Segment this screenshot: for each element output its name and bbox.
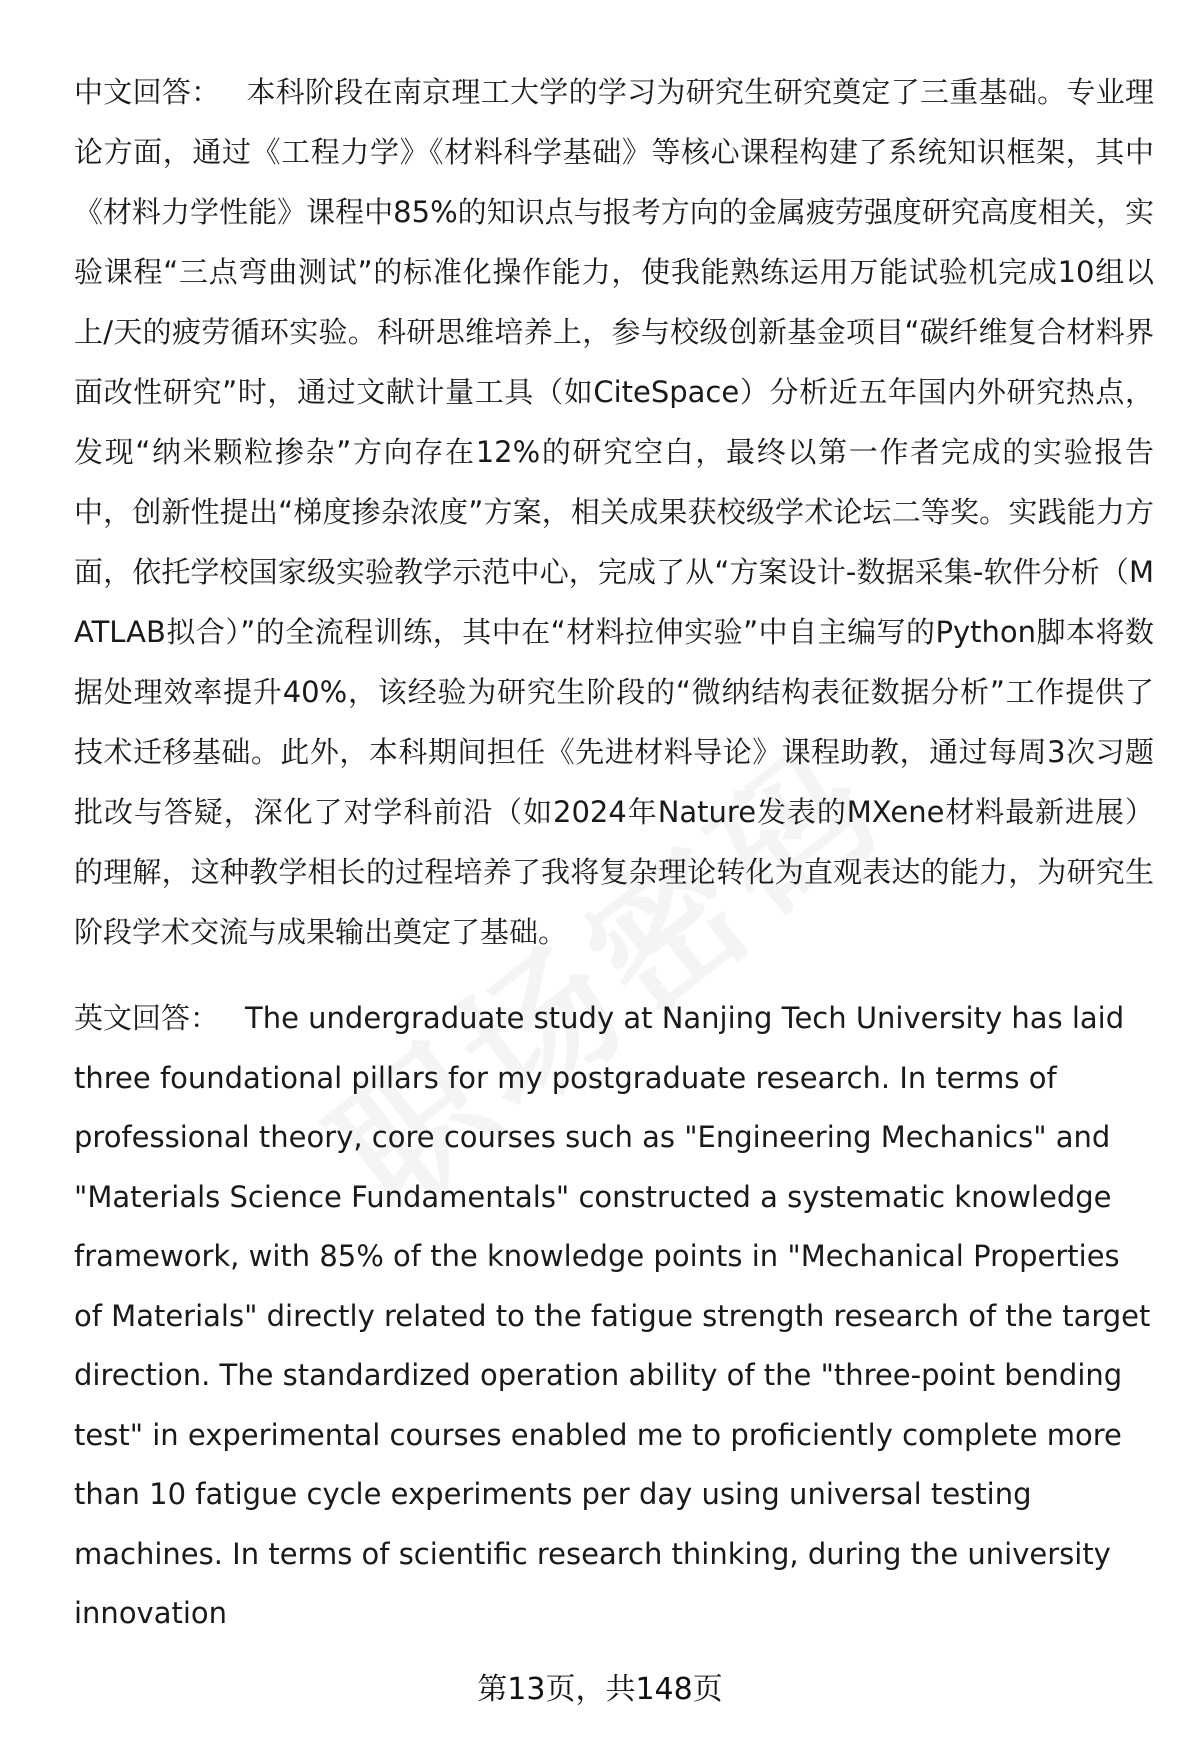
page-number-footer: 第13页，共148页	[477, 1672, 723, 1707]
english-answer-label: 英文回答：	[74, 1001, 220, 1035]
chinese-answer-label: 中文回答：	[74, 75, 221, 109]
chinese-answer-text: 本科阶段在南京理工大学的学习为研究生研究奠定了三重基础。专业理论方面，通过《工程力学》《材料科学基础》等核心课程构建了系统知识框架，其中《材料力学性能》课程中85%的知识点与报考方向的金属疲劳强度研究高度相关，实验课程“三点弯曲测试”的标准化操作能力，使我能熟练运用万能试验机完成10组以上/天的疲劳循环实验。科研思维培养上，参与校级创新基金项目“碳纤维复合材料界面改性研究”时，通过文献计量工具（如CiteSpace）分析近五年国内外研究热点，发现“纳米颗粒掺杂”方向存在12%的研究空白，最终以第一作者完成的实验报告中，创新性提出“梯度掺杂浓度”方案，相关成果获校级学术论坛二等奖。实践能力方面，依托学校国家级实验教学示范中心，完成了从“方案设计-数据采集-软件分析（MATLAB拟合）”的全流程训练，其中在“材料拉伸实验”中自主编写的Python脚本将数据处理效率提升40%，该经验为研究生阶段的“微纳结构表征数据分析”工作提供了技术迁移基础。此外，本科期间担任《先进材料导论》课程助教，通过每周3次习题批改与答疑，深化了对学科前沿（如2024年Nature发表的MXene材料最新进展）的理解，这种教学相长的过程培养了我将复杂理论转化为直观表达的能力，为研究生阶段学术交流与成果输出奠定了基础。	[74, 75, 1154, 949]
english-answer-text: The undergraduate study at Nanjing Tech University has laid three foundational pillars for my postgraduate research. In terms of professional theory, core courses such as "Engineering Mechanics" and "Materials Science Fundamentals" constructed a systematic knowledge framework, with 85% of the knowledge points in "Mechanical Properties of Materials" directly related to the fatigue strength research of the target direction. The standardized operation ability of the "three-point bending test" in experimental courses enabled me to proficiently complete more than 10 fatigue cycle experiments per day using universal testing machines. In terms of scientific research thinking, during the university innovation	[74, 1001, 1151, 1630]
document-body	[74, 62, 1154, 1644]
chinese-answer-paragraph	[74, 62, 1154, 962]
english-answer-paragraph	[74, 989, 1154, 1644]
